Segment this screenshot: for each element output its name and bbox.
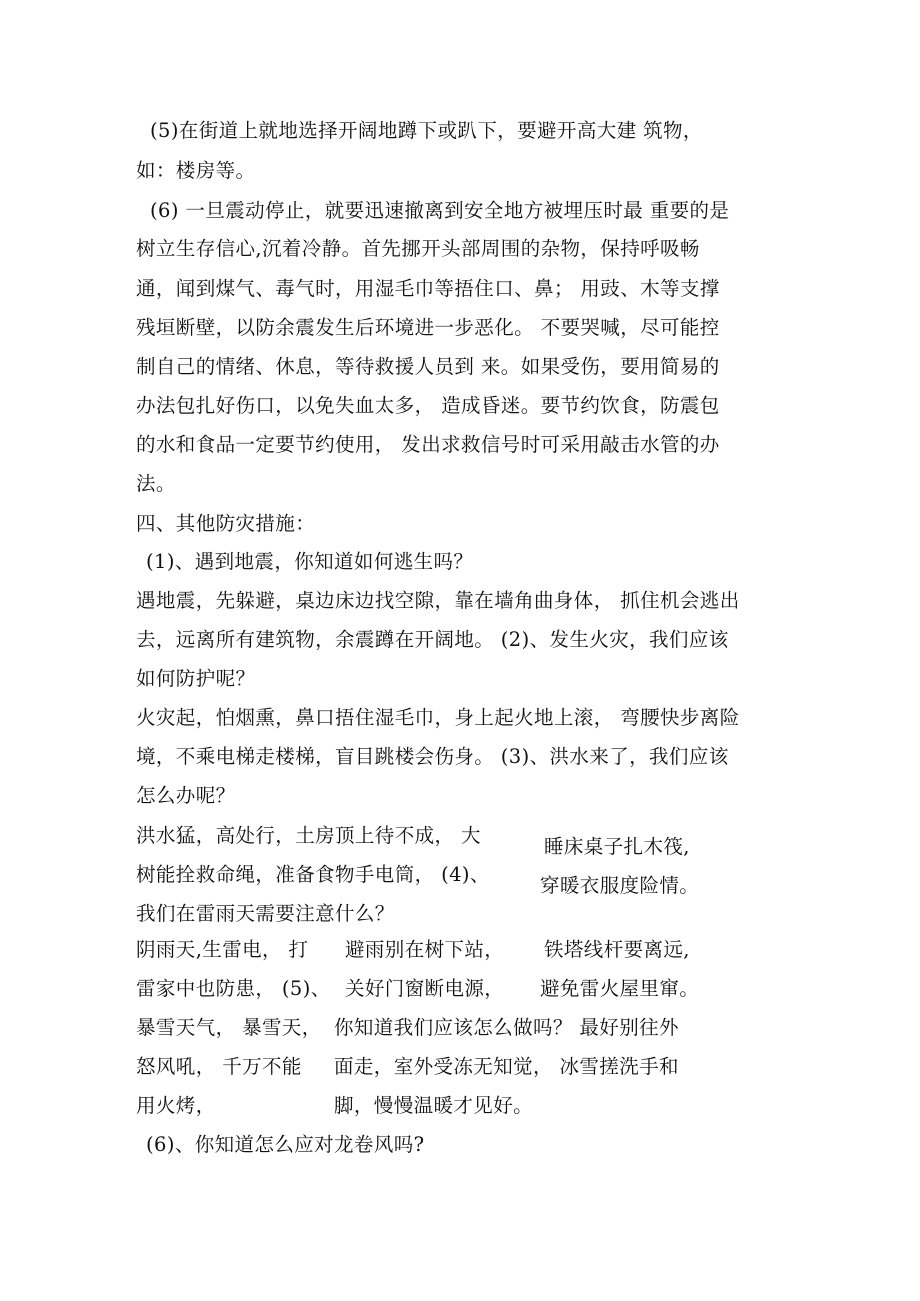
answer5-col2-line1: 你知道我们应该怎么做吗？ 最好别往外 bbox=[334, 1016, 679, 1039]
item5-line1: (5)在街道上就地选择开阔地蹲下或趴下，要避开高大建 筑物， bbox=[150, 119, 703, 142]
answer5-col2-line3: 脚，慢慢温暖才见好。 bbox=[334, 1094, 534, 1117]
answer2-line3: 怎么办呢？ bbox=[136, 784, 236, 807]
answer2-line1: 火灾起，怕烟熏，鼻口捂住湿毛巾，身上起火地上滚， 弯腰快步离险 bbox=[136, 706, 740, 729]
answer4-col1-line2: 雷家中也防患， (5)、 bbox=[136, 977, 331, 1000]
answer5-col1-line1: 暴雪天气， 暴雪天， bbox=[136, 1016, 322, 1039]
question-6: (6)、你知道怎么应对龙卷风吗? bbox=[146, 1133, 425, 1156]
answer3-left-line3: 我们在雷雨天需要注意什么？ bbox=[136, 902, 395, 925]
answer5-col2-line2: 面走，室外受冻无知觉， 冰雪搓洗手和 bbox=[334, 1055, 679, 1078]
item6-line5: 制自己的情绪、休息，等待救援人员到 来。如果受伤，要用简易的 bbox=[136, 355, 720, 378]
answer3-right-line2: 穿暖衣服度险情。 bbox=[540, 874, 700, 897]
item6-line1: (6) 一旦震动停止，就要迅速撤离到安全地方被埋压时最 重要的是 bbox=[150, 199, 730, 222]
section4-title: 四、其他防灾措施： bbox=[136, 512, 316, 535]
answer1-line1: 遇地震，先躲避，桌边床边找空隙，靠在墙角曲身体， 抓住机会逃出 bbox=[136, 589, 740, 612]
answer4-col3-line2: 避免雷火屋里窜。 bbox=[540, 977, 700, 1000]
answer3-right-line1: 睡床桌子扎木筏, bbox=[544, 835, 690, 858]
answer2-line2: 境，不乘电梯走楼梯，盲目跳楼会伤身。 (3)、洪水来了，我们应该 bbox=[136, 745, 729, 768]
answer3-left-line1: 洪水猛，高处行，土房顶上待不成， 大 bbox=[136, 824, 481, 847]
answer5-col1-line2: 怒风吼， 千万不能 bbox=[136, 1055, 302, 1078]
answer4-col2-line2: 关好门窗断电源， bbox=[345, 977, 505, 1000]
answer4-col2-line1: 避雨别在树下站， bbox=[345, 938, 505, 961]
question-1: (1)、遇到地震，你知道如何逃生吗？ bbox=[146, 550, 474, 573]
item6-line4: 残垣断壁，以防余震发生后环境进一步恶化。 不要哭喊，尽可能控 bbox=[136, 316, 720, 339]
answer3-left-line2: 树能拴救命绳，准备食物手电筒， (4)、 bbox=[136, 863, 490, 886]
item6-line7: 的水和食品一定要节约使用， 发出求救信号时可采用敲击水管的办 bbox=[136, 433, 720, 456]
answer5-col1-line3: 用火烤， bbox=[136, 1094, 216, 1117]
answer4-col3-line1: 铁塔线杆要离远, bbox=[544, 938, 690, 961]
item6-line6: 办法包扎好伤口，以免失血太多， 造成昏迷。要节约饮食，防震包 bbox=[136, 394, 720, 417]
item6-line8: 法。 bbox=[136, 472, 176, 495]
answer1-line2: 去，远离所有建筑物，余震蹲在开阔地。 (2)、发生火灾，我们应该 bbox=[136, 628, 729, 651]
item6-line3: 通，闻到煤气、毒气时，用湿毛巾等捂住口、鼻； 用豉、木等支撑 bbox=[136, 277, 720, 300]
answer4-col1-line1: 阴雨天,生雷电， 打 bbox=[136, 938, 309, 961]
item5-line2: 如：楼房等。 bbox=[136, 159, 256, 182]
item6-line2: 树立生存信心,沉着冷静。首先挪开头部周围的杂物，保持呼吸畅 bbox=[136, 237, 700, 260]
answer1-line3: 如何防护呢？ bbox=[136, 667, 256, 690]
